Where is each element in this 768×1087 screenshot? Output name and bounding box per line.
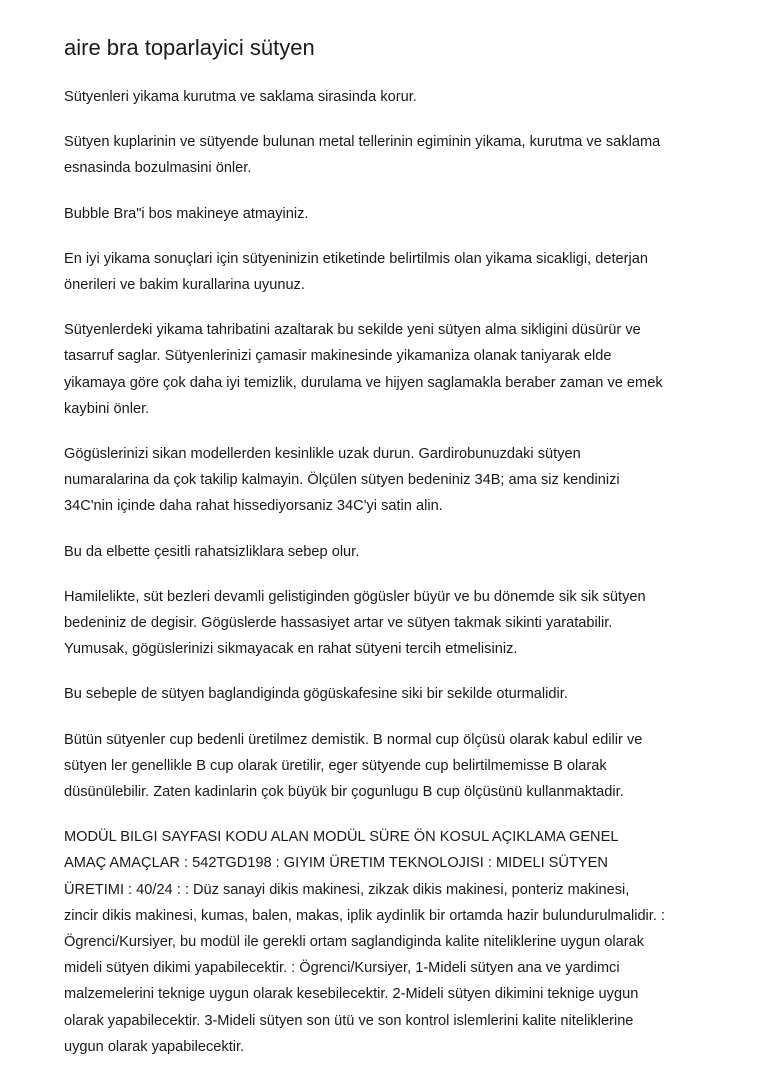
paragraph-3: Bubble Bra"i bos makineye atmayiniz. [64, 205, 309, 222]
paragraph-11: MODÜL BILGI SAYFASI KODU ALAN MODÜL SÜRE ÖN KOSUL AÇIKLAMA GENEL AMAÇ AMAÇLAR : 542TGD198 : GIYIM ÜRETIM TEKNOLOJISI : MIDELI SÜTYEN ÜRETIMI : 40/24 : : Düz sanayi dikis makinesi, zikzak dikis makinesi, ponteriz makinesi, zincir dikis makinesi, kumas, balen, makas, iplik aydinlik bir ortamda hazir bulundurulmalidir. : Ögrenci/Kursiyer, bu modül ile gerekli ortam saglandiginda kalite niteliklerine uygun olarak mideli sütyen dikimi yapabilecektir. : Ögrenci/Kursiyer, 1-Mideli sütyen ana ve yardimci malzemelerini teknige uygun olarak kesebilecektir. 2-Mideli sütyen dikimini teknige uygun olarak yapabilecektir. 3-Mideli sütyen son ütü ve son kontrol islemlerini kalite niteliklerine uygun olarak yapabilecektir. [64, 829, 666, 1055]
paragraph-1: Sütyenleri yikama kurutma ve saklama sirasinda korur. [64, 89, 417, 105]
paragraph-5: Sütyenlerdeki yikama tahribatini azaltarak bu sekilde yeni sütyen alma sikligini düsürür ve tasarruf saglar. Sütyenlerinizi çamasir makinesinde yikamaniza olanak taniyarak elde yikamaya göre çok daha iyi temizlik, durulama ve hijyen saglamakla beraber zaman ve emek kaybini önler. [64, 322, 663, 417]
paragraph-4: En iyi yikama sonuçlari için sütyeninizin etiketinde belirtilmis olan yikama sicakligi, deterjan önerileri ve bakim kurallarina uyunuz. [64, 250, 648, 294]
paragraph-6: Gögüslerinizi sikan modellerden kesinlikle uzak durun. Gardirobunuzdaki sütyen numaralarina da çok takilip kalmayin. Ölçülen sütyen bedeniniz 34B; ama siz kendinizi 34C'nin içinde daha rahat hissediyorsaniz 34C'yi satin alin. [64, 446, 620, 515]
paragraph-8: Hamilelikte, süt bezleri devamli gelistiginden gögüsler büyür ve bu dönemde sik sik sütyen bedeniniz de degisir. Gögüslerde hassasiyet artar ve sütyen takmak sikinti yaratabilir. Yumusak, gögüslerinizi sikmayacak en rahat sütyeni tercih etmelisiniz. [64, 588, 646, 658]
paragraph-9: Bu sebeple de sütyen baglandiginda gögüskafesine siki bir sekilde oturmalidir. [64, 686, 568, 703]
paragraph-2: Sütyen kuplarinin ve sütyende bulunan metal tellerinin egiminin yikama, kurutma ve saklama esnasinda bozulmasini önler. [64, 134, 661, 177]
document-title: aire bra toparlayici sütyen [64, 35, 315, 60]
document-page [64, 34, 724, 1079]
paragraph-10: Bütün sütyenler cup bedenli üretilmez demistik. B normal cup ölçüsü olarak kabul edilir ve sütyen ler genellikle B cup olarak üretilir, eger sütyende cup belirtilmemisse B olarak düsünülebilir. Zaten kadinlarin çok büyük bir çogunlugu B cup ölçüsünü kullanmaktadir. [64, 731, 643, 801]
paragraph-7: Bu da elbette çesitli rahatsizliklara sebep olur. [64, 543, 360, 560]
